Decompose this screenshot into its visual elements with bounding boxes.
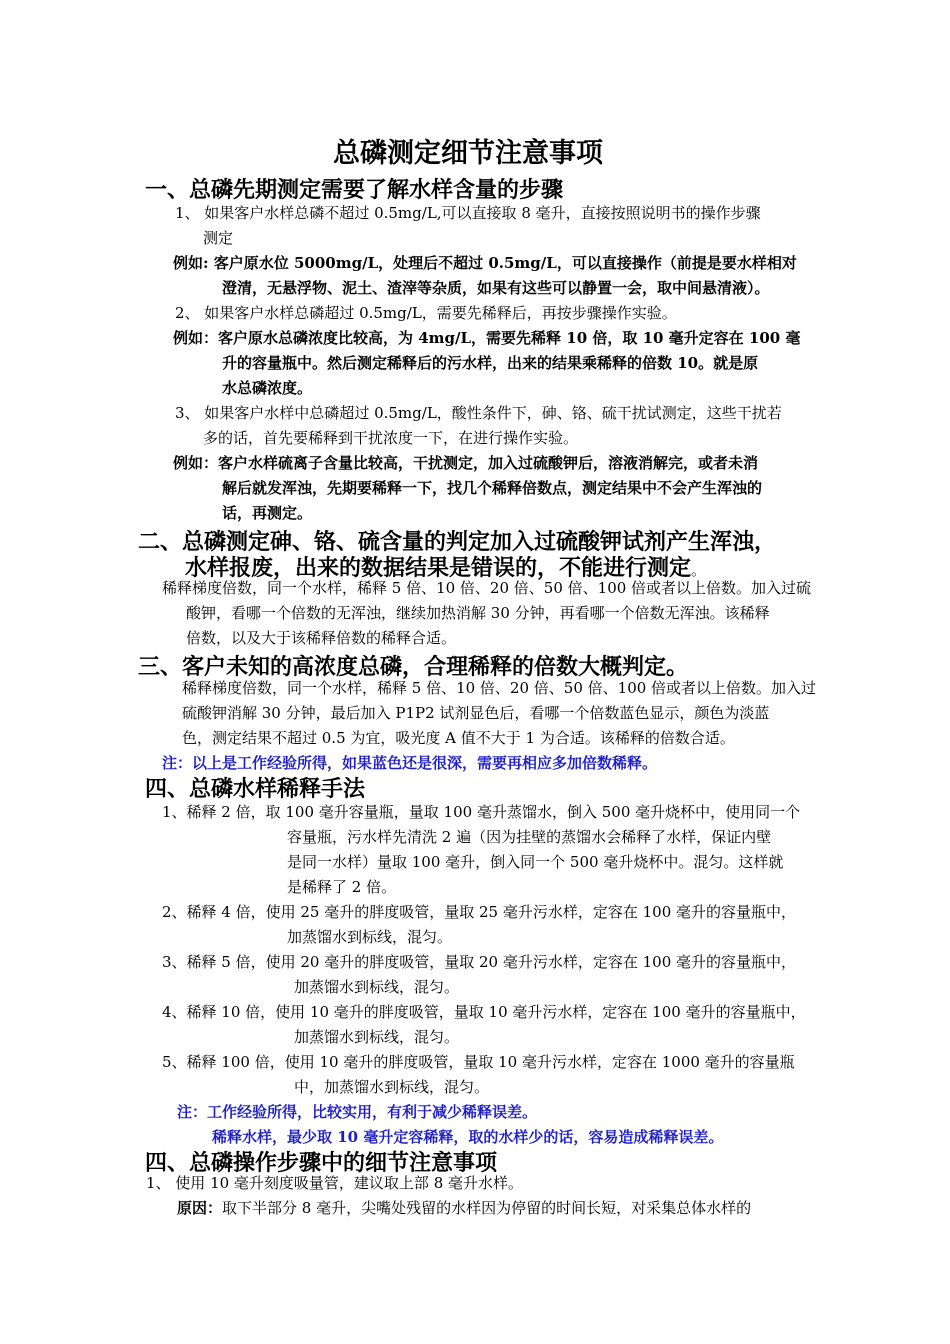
s4-note-2: 稀释水样，最少取 10 毫升定容稀释，取的水样少的话，容易造成稀释误差。 — [212, 1128, 724, 1146]
s3-note: 注：以上是工作经验所得，如果蓝色还是很深，需要再相应多加倍数稀释。 — [162, 754, 658, 772]
s3-paragraph-line-1: 稀释梯度倍数，同一个水样，稀释 5 倍、10 倍、20 倍、50 倍、100 倍或者以上倍数。加入过 — [182, 679, 817, 697]
s4-item-5-line-1: 5、稀释 100 倍，使用 10 毫升的胖度吸管，量取 10 毫升污水样，定容在 1000 毫升的容量瓶 — [162, 1053, 795, 1071]
section-2-heading-line-2-text: 水样报废，出来的数据结果是错误的，不能进行测定 — [185, 556, 692, 581]
s2-paragraph-line-3: 倍数，以及大于该稀释倍数的稀释合适。 — [186, 629, 457, 647]
s4-item-5-line-2: 中，加蒸馏水到标线，混匀。 — [294, 1078, 490, 1096]
s4-item-4-line-1: 4、稀释 10 倍，使用 10 毫升的胖度吸管，量取 10 毫升污水样，定容在 100 毫升的容量瓶中， — [162, 1003, 806, 1021]
s1-example-1-line-1: 例如: 客户原水位 5000mg/L，处理后不超过 0.5mg/L，可以直接操作（前提是要水样相对 — [173, 254, 797, 272]
s4-item-2-line-1: 2、稀释 4 倍，使用 25 毫升的胖度吸管，量取 25 毫升污水样，定容在 100 毫升的容量瓶中， — [162, 903, 797, 921]
s1-item-1-line-2: 测定 — [203, 229, 234, 247]
section-2-heading-line-1: 二、总磷测定砷、铬、硫含量的判定加入过硫酸钾试剂产生浑浊， — [138, 530, 777, 555]
s1-example-3-line-1: 例如：客户水样硫离子含量比较高，干扰测定，加入过硫酸钾后，溶液消解完，或者未消 — [173, 454, 759, 472]
s4-note-1: 注：工作经验所得，比较实用，有利于减少稀释误差。 — [177, 1103, 538, 1121]
s4-item-3-line-2: 加蒸馏水到标线，混匀。 — [294, 978, 460, 996]
section-3-heading: 三、客户未知的高浓度总磷，合理稀释的倍数大概判定。 — [138, 655, 689, 680]
s1-item-2: 2、 如果客户水样总磷超过 0.5mg/L，需要先稀释后，再按步骤操作实验。 — [175, 304, 677, 322]
s5-reason-text: 取下半部分 8 毫升，尖嘴处残留的水样因为停留的时间长短，对采集总体水样的 — [222, 1199, 752, 1217]
s4-item-1-line-4: 是稀释了 2 倍。 — [287, 878, 397, 896]
s4-item-4-line-2: 加蒸馏水到标线，混匀。 — [294, 1028, 460, 1046]
s4-item-1-line-3: 是同一水样）量取 100 毫升，倒入同一个 500 毫升烧杯中。混匀。这样就 — [287, 853, 784, 871]
s4-item-2-line-2: 加蒸馏水到标线，混匀。 — [287, 928, 453, 946]
s4-item-1-line-2: 容量瓶，污水样先清洗 2 遍（因为挂壁的蒸馏水会稀释了水样，保证内壁 — [287, 828, 772, 846]
s1-example-3-line-3: 话，再测定。 — [222, 504, 313, 522]
s2-paragraph-line-1: 稀释梯度倍数，同一个水样，稀释 5 倍、10 倍、20 倍、50 倍、100 倍或者以上倍数。加入过硫 — [162, 579, 812, 597]
s1-item-3-line-2: 多的话，首先要稀释到干扰浓度一下，在进行操作实验。 — [203, 429, 579, 447]
s3-paragraph-line-2: 硫酸钾消解 30 分钟，最后加入 P1P2 试剂显色后，看哪一个倍数蓝色显示，颜色为淡蓝 — [182, 704, 770, 722]
s1-example-2-line-3: 水总磷浓度。 — [222, 379, 313, 397]
s5-reason-line — [177, 1197, 751, 1218]
s5-item-1: 1、 使用 10 毫升刻度吸量管，建议取上部 8 毫升水样。 — [146, 1174, 524, 1192]
s1-item-3-line-1: 3、 如果客户水样中总磷超过 0.5mg/L，酸性条件下，砷、铬、硫干扰试测定，这些干扰若 — [175, 404, 782, 422]
s4-item-1-line-1: 1、稀释 2 倍，取 100 毫升容量瓶，量取 100 毫升蒸馏水，倒入 500 毫升烧杯中，使用同一个 — [162, 803, 801, 821]
s4-item-3-line-1: 3、稀释 5 倍，使用 20 毫升的胖度吸管，量取 20 毫升污水样，定容在 100 毫升的容量瓶中， — [162, 953, 797, 971]
section-4-heading: 四、总磷水样稀释手法 — [145, 777, 366, 802]
s1-item-1-line-1: 1、 如果客户水样总磷不超过 0.5mg/L,可以直接取 8 毫升，直接按照说明书的操作步骤 — [175, 204, 761, 222]
s1-example-2-line-1: 例如：客户原水总磷浓度比较高，为 4mg/L，需要先稀释 10 倍，取 10 毫升定容在 100 毫 — [173, 329, 801, 347]
s1-example-1-line-2: 澄清，无悬浮物、泥土、渣滓等杂质，如果有这些可以静置一会，取中间悬清液）。 — [222, 279, 770, 297]
section-5-heading: 四、总磷操作步骤中的细节注意事项 — [145, 1151, 498, 1176]
s1-example-3-line-2: 解后就发浑浊，先期要稀释一下，找几个稀释倍数点，测定结果中不会产生浑浊的 — [222, 479, 763, 497]
s2-paragraph-line-2: 酸钾，看哪一个倍数的无浑浊，继续加热消解 30 分钟，再看哪一个倍数无浑浊。该稀释 — [186, 604, 770, 622]
s3-paragraph-line-3: 色，测定结果不超过 0.5 为宜，吸光度 A 值不大于 1 为合适。该稀释的倍数合适。 — [182, 729, 735, 747]
s5-reason-label: 原因： — [177, 1199, 223, 1217]
document-title: 总磷测定细节注意事项 — [333, 138, 603, 169]
s1-example-2-line-2: 升的容量瓶中。然后测定稀释后的污水样，出来的结果乘稀释的倍数 10。就是原 — [222, 354, 759, 372]
section-1-heading: 一、总磷先期测定需要了解水样含量的步骤 — [145, 178, 564, 203]
section-2-heading-line-2-end: 。 — [691, 561, 707, 579]
